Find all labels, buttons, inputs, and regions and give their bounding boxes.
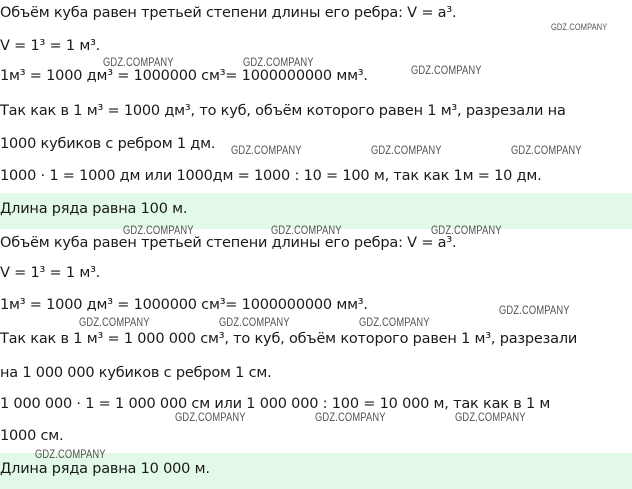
watermark: GDZ.COMPANY bbox=[551, 22, 608, 33]
watermark: GDZ.COMPANY bbox=[35, 447, 106, 461]
watermark: GDZ.COMPANY bbox=[411, 63, 482, 77]
answer-text: Длина ряда равна 10 000 м. bbox=[0, 461, 210, 477]
watermark: GDZ.COMPANY bbox=[231, 143, 302, 157]
formula-line: 1 000 000 · 1 = 1 000 000 см или 1 000 000 : 100 = 10 000 м, так как в 1 м bbox=[0, 396, 551, 412]
watermark: GDZ.COMPANY bbox=[243, 55, 314, 69]
formula-line: V = 1³ = 1 м³. bbox=[0, 38, 101, 54]
text-line: на 1 000 000 кубиков с ребром 1 см. bbox=[0, 365, 272, 381]
formula-line: 1м³ = 1000 дм³ = 1000000 см³= 1000000000 мм³. bbox=[0, 68, 368, 84]
watermark: GDZ.COMPANY bbox=[499, 303, 570, 317]
formula-line: 1000 · 1 = 1000 дм или 1000дм = 1000 : 10 = 100 м, так как 1м = 10 дм. bbox=[0, 168, 542, 184]
watermark: GDZ.COMPANY bbox=[219, 315, 290, 329]
watermark: GDZ.COMPANY bbox=[511, 143, 582, 157]
watermark: GDZ.COMPANY bbox=[359, 315, 430, 329]
text-line: 1000 см. bbox=[0, 428, 64, 444]
text-line: Так как в 1 м³ = 1 000 000 см³, то куб, объём которого равен 1 м³, разрезали bbox=[0, 331, 578, 347]
formula-line: V = 1³ = 1 м³. bbox=[0, 265, 101, 281]
text-line: Объём куба равен третьей степени длины его ребра: V = a³. bbox=[0, 5, 457, 21]
watermark: GDZ.COMPANY bbox=[431, 223, 502, 237]
text-line: Объём куба равен третьей степени длины его ребра: V = a³. bbox=[0, 235, 457, 251]
watermark: GDZ.COMPANY bbox=[455, 410, 526, 424]
watermark: GDZ.COMPANY bbox=[175, 410, 246, 424]
watermark: GDZ.COMPANY bbox=[79, 315, 150, 329]
watermark: GDZ.COMPANY bbox=[103, 55, 174, 69]
watermark: GDZ.COMPANY bbox=[271, 223, 342, 237]
text-line: Так как в 1 м³ = 1000 дм³, то куб, объём которого равен 1 м³, разрезали на bbox=[0, 103, 566, 119]
watermark: GDZ.COMPANY bbox=[123, 223, 194, 237]
answer-text: Длина ряда равна 100 м. bbox=[0, 201, 188, 217]
formula-line: 1м³ = 1000 дм³ = 1000000 см³= 1000000000 мм³. bbox=[0, 297, 368, 313]
text-line: 1000 кубиков с ребром 1 дм. bbox=[0, 136, 216, 152]
watermark: GDZ.COMPANY bbox=[371, 143, 442, 157]
watermark: GDZ.COMPANY bbox=[315, 410, 386, 424]
